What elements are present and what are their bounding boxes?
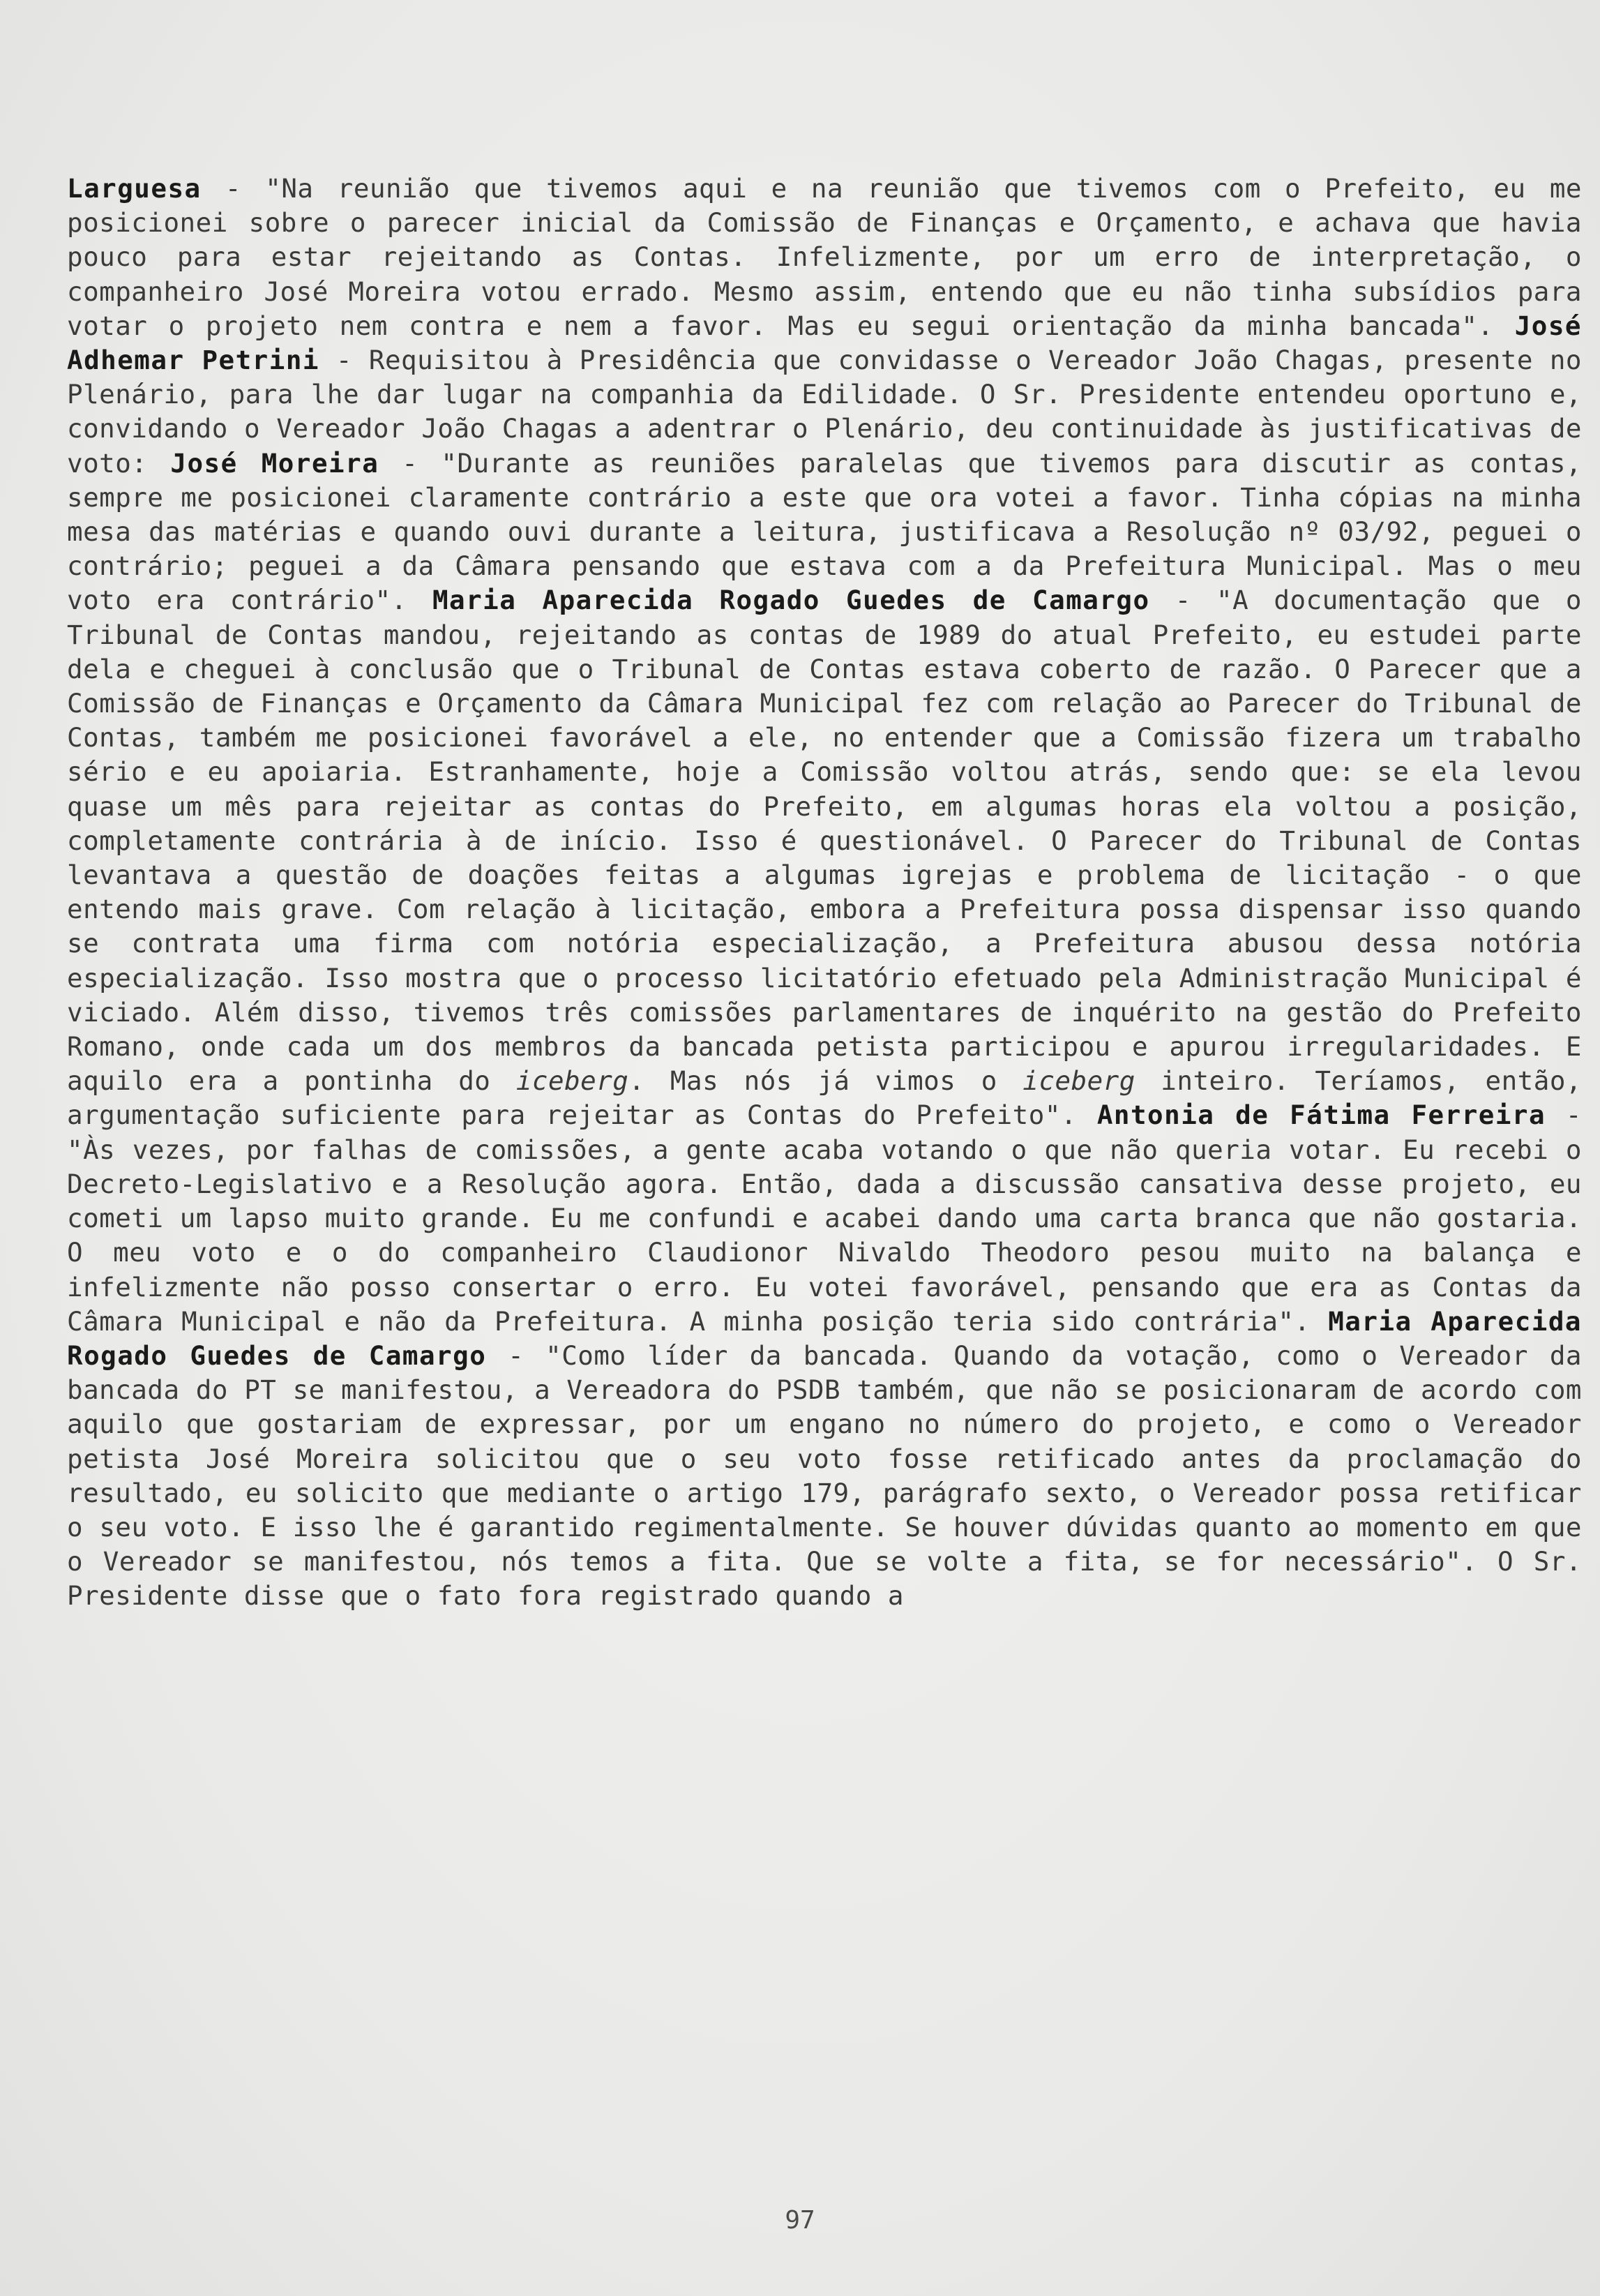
speech-text: - "Na reunião que tivemos aqui e na reunião que tivemos com o Prefeito, eu me posicionei sobre o parecer inicial da Comissão de Finanças e Orçamento, e achava que havia pouco para estar rejeitando as Contas. Infelizmente, por um erro de interpretação, o companheiro José Moreira votou errado. Mesmo assim, entendo que eu não tinha subsídios para votar o projeto nem contra e nem a favor. Mas eu segui orientação da minha bancada".	[67, 173, 1582, 341]
minutes-text	[67, 172, 1582, 1614]
speech-text: - "Como líder da bancada. Quando da votação, como o Vereador da bancada do PT se manifestou, a Vereadora do PSDB também, que não se posicionaram de acordo com aquilo que gostariam de expressar, por um engano no número do projeto, e como o Vereador petista José Moreira solicitou que o seu voto fosse retificado antes da proclamação do resultado, eu solicito que mediante o artigo 179, parágrafo sexto, o Vereador possa retificar o seu voto. E isso lhe é garantido regimentalmente. Se houver dúvidas quanto ao momento em que o Vereador se manifestou, nós temos a fita. Que se volte a fita, se for necessário". O Sr. Presidente disse que o fato fora registrado quando a	[67, 1340, 1582, 1612]
speech-text: . Mas nós já vimos o	[628, 1065, 1023, 1097]
speaker-name: José Adhemar Petrini	[67, 310, 1582, 376]
speech-text: - "A documentação que o Tribunal de Contas mandou, rejeitando as contas de 1989 do atual Prefeito, eu estudei parte dela e cheguei à conclusão que o Tribunal de Contas estava coberto de razão. O Parecer que a Comissão de Finanças e Orçamento da Câmara Municipal fez com relação ao Parecer do Tribunal de Contas, também me posicionei favorável a ele, no entender que a Comissão fizera um trabalho sério e eu apoiaria. Estranhamente, hoje a Comissão voltou atrás, sendo que: se ela levou quase um mês para rejeitar as contas do Prefeito, em algumas horas ela voltou a posição, completamente contrária à de início. Isso é questionável. O Parecer do Tribunal de Contas levantava a questão de doações feitas a algumas igrejas e problema de licitação - o que entendo mais grave. Com relação à licitação, embora a Prefeitura possa dispensar isso quando se contrata uma firma com notória especialização, a Prefeitura abusou dessa notória especialização. Isso mostra que o processo licitatório efetuado pela Administração Municipal é viciado. Além disso, tivemos três comissões parlamentares de inquérito na gestão do Prefeito Romano, onde cada um dos membros da bancada petista participou e apurou irregularidades. E aquilo era a pontinha do	[67, 585, 1582, 1097]
italic-term: iceberg	[1022, 1065, 1135, 1097]
speaker-name: Antonia de Fátima Ferreira	[1096, 1100, 1546, 1131]
speech-text: - "Às vezes, por falhas de comissões, a gente acaba votando o que não queria votar. Eu recebi o Decreto-Legislativo e a Resolução agora. Então, dada a discussão cansativa desse projeto, eu cometi um lapso muito grande. Eu me confundi e acabei dando uma carta branca que não gostaria. O meu voto e o do companheiro Claudionor Nivaldo Theodoro pesou muito na balança e infelizmente não posso consertar o erro. Eu votei favorável, pensando que era as Contas da Câmara Municipal e não da Prefeitura. A minha posição teria sido contrária".	[67, 1100, 1582, 1337]
speech-text: - Requisitou à Presidência que convidasse o Vereador João Chagas, presente no Plenário, para lhe dar lugar na companhia da Edilidade. O Sr. Presidente entendeu oportuno e, convidando o Vereador João Chagas a adentrar o Plenário, deu continuidade às justificativas de voto:	[67, 345, 1583, 479]
speech-text: - "Durante as reuniões paralelas que tivemos para discutir as contas, sempre me posicionei claramente contrário a este que ora votei a favor. Tinha cópias na minha mesa das matérias e quando ouvi durante a leitura, justificava a Resolução nº 03/92, peguei o contrário; peguei a da Câmara pensando que estava com a da Prefeitura Municipal. Mas o meu voto era contrário".	[67, 447, 1582, 616]
speech-text: inteiro. Teríamos, então, argumentação suficiente para rejeitar as Contas do Prefeito".	[67, 1065, 1582, 1131]
italic-term: iceberg	[515, 1065, 629, 1097]
speaker-name: José Moreira	[170, 447, 379, 479]
speaker-name: Maria Aparecida Rogado Guedes de Camargo	[67, 1305, 1582, 1371]
page-number: 97	[785, 2206, 815, 2235]
speaker-name: Maria Aparecida Rogado Guedes de Camargo	[432, 585, 1150, 616]
body-paragraph	[67, 172, 1582, 1614]
speaker-name: Larguesa	[67, 173, 202, 204]
